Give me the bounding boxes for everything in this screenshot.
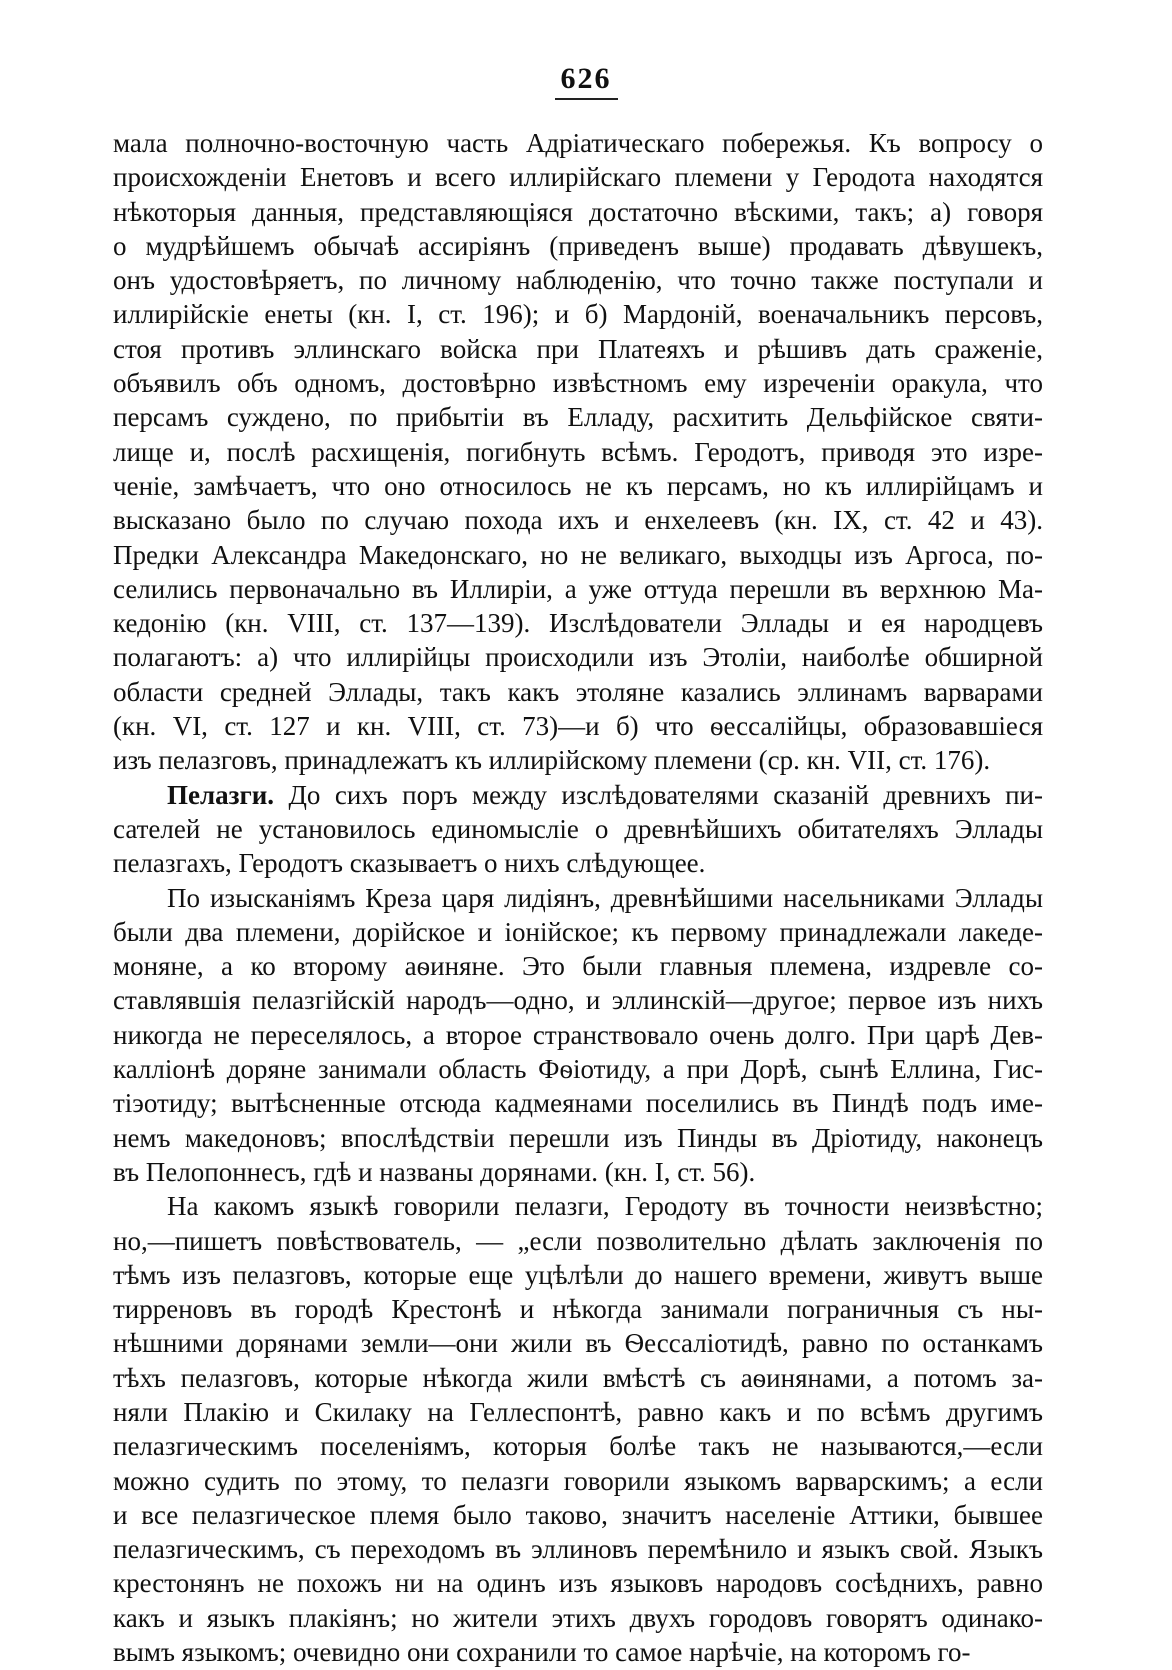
text-line: объявилъ объ одномъ, достовѣрно извѣстномъ ему изреченіи оракула, что: [113, 368, 1043, 399]
text-line: можно судить по этому, то пелазги говорили языкомъ варварскимъ; а если: [113, 1465, 1043, 1496]
text-line: пелазгическимъ поселеніямъ, которыя болѣе такъ не называются,—если: [113, 1431, 1043, 1462]
text-line: кедонію (кн. VIII, ст. 137—139). Изслѣдователи Эллады и ея народцевъ: [113, 608, 1043, 639]
text-line: области средней Эллады, такъ какъ этоляне казались эллинамъ варварами: [113, 676, 1043, 707]
text-line: какъ и языкъ плакіянъ; но жители этихъ двухъ городовъ говорятъ одинако-: [113, 1602, 1043, 1633]
text-line: тѣхъ пелазговъ, которые нѣкогда жили вмѣстѣ съ аѳинянами, а потомъ за-: [113, 1362, 1043, 1393]
text-line: стоя противъ эллинскаго войска при Платеяхъ и рѣшивъ дать сраженіе,: [113, 333, 1043, 364]
section-heading: Пелазги.: [167, 779, 275, 810]
text-line: тіэотиду; вытѣсненные отсюда кадмеянами поселились въ Пиндѣ подъ име-: [113, 1088, 1043, 1119]
text-line: пелазгическимъ, съ переходомъ въ эллиновъ перемѣнило и языкъ свой. Языкъ: [113, 1534, 1043, 1565]
text-line: тѣмъ изъ пелазговъ, которые еще уцѣлѣли до нашего времени, живутъ выше: [113, 1259, 1043, 1290]
text-line: калліонѣ доряне занимали область Фѳіотиду, а при Дорѣ, сынѣ Еллина, Гис-: [113, 1054, 1043, 1085]
text-line: тирреновъ въ городѣ Крестонѣ и нѣкогда занимали пограничныя съ ны-: [113, 1294, 1043, 1325]
text-line: и все пелазгическое племя было таково, значитъ населеніе Аттики, бывшее: [113, 1499, 1043, 1530]
text-line: никогда не переселялось, а второе странствовало очень долго. При царѣ Дев-: [113, 1019, 1043, 1050]
text-line: нѣкоторыя данныя, представляющіяся достаточно вѣскими, такъ; а) говоря: [113, 196, 1043, 227]
text-line: ставлявшія пелазгійскій народъ—одно, и эллинскій—другое; первое изъ нихъ: [113, 985, 1043, 1016]
text-line: ченіе, замѣчаетъ, что оно относилось не къ персамъ, но къ иллирійцамъ и: [113, 470, 1043, 501]
text-line: селились первоначально въ Иллиріи, а уже оттуда перешли въ верхнюю Ма-: [113, 573, 1043, 604]
text-line: были два племени, дорійское и іонійское; къ первому принадлежали лакедe-: [113, 916, 1043, 947]
text-line: онъ удостовѣряетъ, по личному наблюденію, что точно также поступали и: [113, 265, 1043, 296]
text-line: въ Пелопоннесъ, гдѣ и названы дорянами. (кн. I, ст. 56).: [113, 1156, 756, 1187]
text-line: (кн. VI, ст. 127 и кн. VIII, ст. 73)—и б) что ѳессалійцы, образовавшіеся: [113, 711, 1043, 742]
text-line: персамъ суждено, по прибытіи въ Елладу, расхитить Дельфійское святи-: [113, 402, 1043, 433]
text-line: нѣшними дорянами земли—они жили въ Ѳессаліотидѣ, равно по останкамъ: [113, 1328, 1043, 1359]
text-line: сателей не установилось единомысліе о древнѣйшихъ обитателяхъ Эллады: [113, 813, 1043, 844]
text-line: лище и, послѣ расхищенія, погибнуть всѣмъ. Геродотъ, приводя это изре-: [113, 436, 1043, 467]
page-number: 626: [0, 62, 1172, 100]
text-line: няли Плакію и Скилаку на Геллеспонтѣ, равно какъ и по всѣмъ другимъ: [113, 1396, 1043, 1427]
body-text: [113, 126, 1043, 1669]
text-line: По изысканіямъ Креза царя лидіянъ, древнѣйшими насельниками Эллады: [167, 882, 1043, 913]
text-line: [113, 778, 1043, 812]
text-line: происхожденіи Енетовъ и всего иллирійскаго племени у Геродота находятся: [113, 162, 1043, 193]
text-line: но,—пишетъ повѣствователь, — „если позволительно дѣлать заключенія по: [113, 1225, 1043, 1256]
text-line: мала полночно-восточную часть Адріатическаго побережья. Къ вопросу о: [113, 128, 1043, 158]
text-line: изъ пелазговъ, принадлежатъ къ иллирійскому племени (ср. кн. VII, ст. 176).: [113, 745, 991, 776]
text-line: иллирійскіе енеты (кн. I, ст. 196); и б) Мардоній, военачальникъ персовъ,: [113, 299, 1043, 330]
text-line: полагаютъ: а) что иллирійцы происходили изъ Этоліи, наиболѣе обширной: [113, 642, 1043, 673]
text-line: вымъ языкомъ; очевидно они сохранили то самое нарѣчіе, на которомъ го-: [113, 1637, 971, 1668]
text-line: немъ македоновъ; впослѣдствіи перешли изъ Пинды въ Дріотиду, наконецъ: [113, 1122, 1043, 1153]
text-line: Предки Александра Македонскаго, но не великаго, выходцы изъ Аргоса, по-: [113, 539, 1043, 570]
text-line: моняне, а ко второму аѳиняне. Это были главныя племена, издревле со-: [113, 951, 1043, 982]
text-line: На какомъ языкѣ говорили пелазги, Геродоту въ точности неизвѣстно;: [167, 1191, 1043, 1222]
text-line: крестонянъ не похожъ ни на одинъ изъ языковъ народовъ сосѣднихъ, равно: [113, 1568, 1043, 1599]
text-line: пелазгахъ, Геродотъ сказываетъ о нихъ слѣдующее.: [113, 848, 706, 879]
text-line: высказано было по случаю похода ихъ и енхелеевъ (кн. IX, ст. 42 и 43).: [113, 505, 1043, 536]
text-line: о мудрѣйшемъ обычаѣ ассиріянъ (приведенъ выше) продавать дѣвушекъ,: [113, 230, 1043, 261]
line-text: До сихъ поръ между изслѣдователями сказаній древнихъ пи-: [274, 779, 1043, 810]
